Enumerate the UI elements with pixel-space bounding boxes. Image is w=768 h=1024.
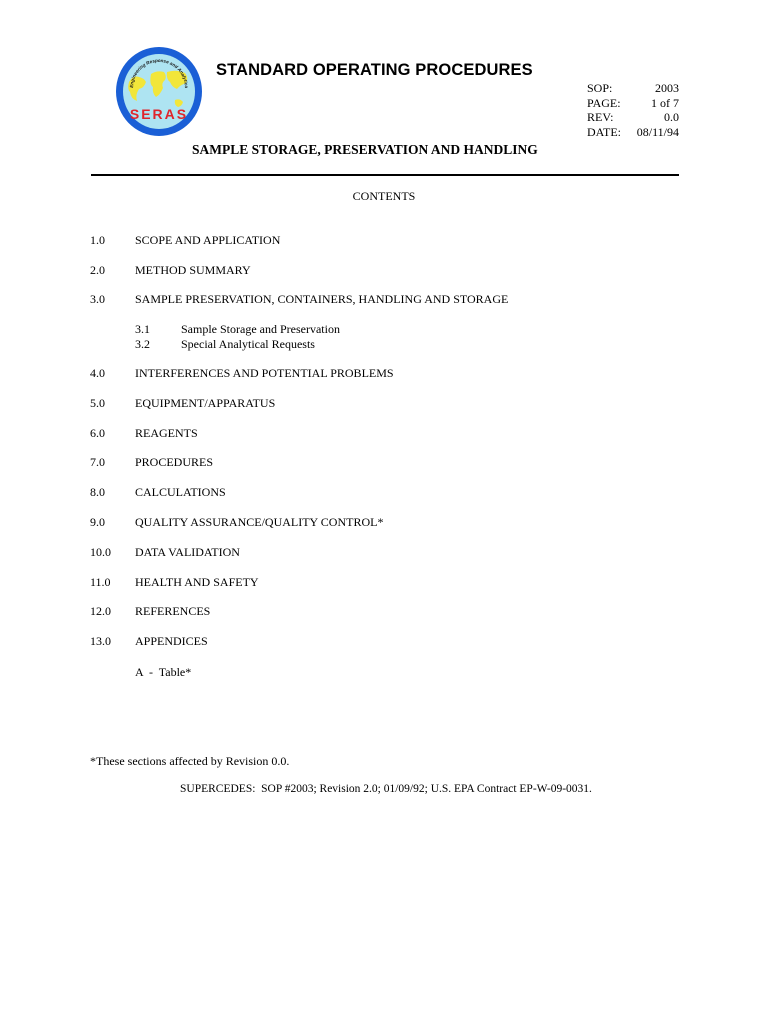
toc-item xyxy=(90,366,394,381)
meta-value: 0.0 xyxy=(664,110,679,124)
meta-value: 08/11/94 xyxy=(636,124,679,139)
toc-item xyxy=(90,485,226,500)
toc-number: 5.0 xyxy=(90,396,105,410)
toc-title: METHOD SUMMARY xyxy=(135,263,251,277)
toc-sub-number: 3.2 xyxy=(135,337,150,351)
meta-row-sop xyxy=(587,81,679,96)
seras-logo xyxy=(113,44,205,139)
appendix-item: A - Table* xyxy=(135,665,192,679)
toc-item xyxy=(90,604,210,619)
toc-number: 10.0 xyxy=(90,545,111,559)
sop-metadata xyxy=(587,81,679,139)
toc-sub-title: Sample Storage and Preservation xyxy=(181,322,340,336)
toc-item xyxy=(90,515,383,530)
toc-item xyxy=(90,233,280,248)
toc-title: REFERENCES xyxy=(135,604,211,618)
toc-title: APPENDICES xyxy=(135,634,208,648)
meta-label: DATE: xyxy=(587,124,621,139)
meta-label: REV: xyxy=(587,110,614,124)
contents-heading: CONTENTS xyxy=(352,189,416,203)
toc-item xyxy=(90,634,208,649)
toc-title: EQUIPMENT/APPARATUS xyxy=(135,396,276,410)
toc-title: QUALITY ASSURANCE/QUALITY CONTROL* xyxy=(135,515,384,529)
meta-row-date xyxy=(587,125,679,140)
toc-item xyxy=(90,396,275,411)
toc-number: 1.0 xyxy=(90,233,105,247)
header-divider xyxy=(91,174,679,176)
toc-sub-number: 3.1 xyxy=(135,322,150,336)
revision-footnote: *These sections affected by Revision 0.0. xyxy=(90,754,290,768)
toc-title: DATA VALIDATION xyxy=(135,545,240,559)
toc-subitem xyxy=(135,322,340,337)
toc-item xyxy=(90,263,251,278)
toc-title: PROCEDURES xyxy=(135,455,214,469)
logo-text: SERAS xyxy=(129,106,189,122)
toc-number: 11.0 xyxy=(90,575,111,589)
meta-row-page xyxy=(587,96,679,111)
supersedes-note: SUPERCEDES: SOP #2003; Revision 2.0; 01/09/92; U.S. EPA Contract EP-W-09-0031. xyxy=(180,783,592,795)
document-category-title: STANDARD OPERATING PROCEDURES xyxy=(216,61,533,79)
toc-item xyxy=(90,455,213,470)
meta-value: 1 of 7 xyxy=(651,95,679,110)
toc-sub-title: Special Analytical Requests xyxy=(181,337,315,351)
meta-row-rev xyxy=(587,110,679,125)
toc-title: CALCULATIONS xyxy=(135,485,226,499)
toc-item xyxy=(90,292,508,307)
toc-title: SCOPE AND APPLICATION xyxy=(135,233,281,247)
toc-number: 7.0 xyxy=(90,455,105,469)
toc-number: 9.0 xyxy=(90,515,105,529)
toc-number: 12.0 xyxy=(90,604,111,618)
toc-number: 3.0 xyxy=(90,292,105,306)
toc-title: SAMPLE PRESERVATION, CONTAINERS, HANDLING AND STORAGE xyxy=(135,292,509,306)
toc-title: HEALTH AND SAFETY xyxy=(135,575,259,589)
toc-number: 4.0 xyxy=(90,366,105,380)
toc-number: 13.0 xyxy=(90,634,111,648)
toc-item xyxy=(90,426,198,441)
meta-value: 2003 xyxy=(655,81,679,95)
meta-label: PAGE: xyxy=(587,95,621,110)
toc-title: REAGENTS xyxy=(135,426,198,440)
toc-subitem xyxy=(135,337,315,352)
toc-number: 2.0 xyxy=(90,263,105,277)
toc-item xyxy=(90,545,240,560)
toc-item xyxy=(90,575,259,590)
toc-number: 8.0 xyxy=(90,485,105,499)
document-title: SAMPLE STORAGE, PRESERVATION AND HANDLING xyxy=(192,142,538,157)
meta-label: SOP: xyxy=(587,81,613,95)
toc-title: INTERFERENCES AND POTENTIAL PROBLEMS xyxy=(135,366,394,380)
toc-number: 6.0 xyxy=(90,426,105,440)
logo-subtitle: Engineering Response and Analytica xyxy=(128,57,190,89)
